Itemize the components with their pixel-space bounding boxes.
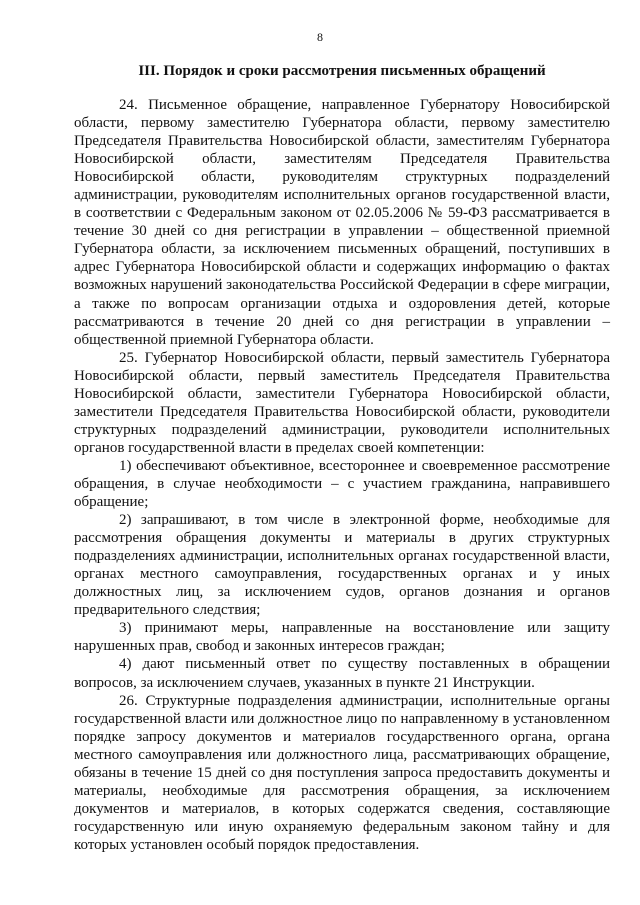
list-item-3: 3) принимают меры, направленные на восстановление или защиту нарушенных прав, свобод и законных интересов граждан; <box>74 620 610 655</box>
paragraph-24: 24. Письменное обращение, направленное Губернатору Новосибирской области, первому заместителю Губернатора области, первому заместителю Председателя Правительства Новосибирской области, заместителям Губернатора Новосибирской области, заместителям Председателя Правительства Новосибирской области, руководителям структурных подразделений администрации, руководителям исполнительных органов государственной власти, в соответствии с Федеральным законом от 02.05.2006 № 59-ФЗ рассматривается в течение 30 дней со дня регистрации в управлении – общественной приемной Губернатора области, за исключением письменных обращений, поступивших в адрес Губернатора Новосибирской области и содержащих информацию о фактах возможных нарушений законодательства Российской Федерации в сфере миграции, а также по вопросам организации отдыха и оздоровления детей, которые рассматриваются в течение 20 дней со дня регистрации в управлении – общественной приемной Губернатора области. <box>74 97 610 348</box>
list-item-4: 4) дают письменный ответ по существу поставленных в обращении вопросов, за исключением случаев, указанных в пункте 21 Инструкции. <box>74 656 610 691</box>
section-title: III. Порядок и сроки рассмотрения письменных обращений <box>138 63 546 79</box>
document-body <box>74 96 610 854</box>
list-item-1: 1) обеспечивают объективное, всестороннее и своевременное рассмотрение обращения, в случае необходимости – с участием гражданина, направившего обращение; <box>74 457 610 511</box>
paragraph-26: 26. Структурные подразделения администрации, исполнительные органы государственной власти или должностное лицо по направленному в установленном порядке запросу документов и материалов государственного органа, органа местного самоуправления или должностного лица, рассматривающих обращение, обязаны в течение 15 дней со дня поступления запроса предоставить документы и материалы, необходимые для рассмотрения обращения, за исключением документов и материалов, в которых содержатся сведения, составляющие государственную или иную охраняемую федеральным законом тайну и для которых установлен особый порядок предоставления. <box>74 692 610 853</box>
paragraph-25: 25. Губернатор Новосибирской области, первый заместитель Губернатора Новосибирской области, первый заместитель Председателя Правительства Новосибирской области, заместители Губернатора Новосибирской области, заместители Председателя Правительства Новосибирской области, руководители структурных подразделений администрации, руководители исполнительных органов государственной власти в пределах своей компетенции: <box>74 349 610 456</box>
list-item-2: 2) запрашивают, в том числе в электронной форме, необходимые для рассмотрения обращения документы и материалы в других структурных подразделениях администрации, исполнительных органах государственной власти, органах местного самоуправления, государственных органах и у иных должностных лиц, за исключением судов, органов дознания и органов предварительного следствия; <box>74 512 610 619</box>
page-number: 8 <box>317 30 323 44</box>
